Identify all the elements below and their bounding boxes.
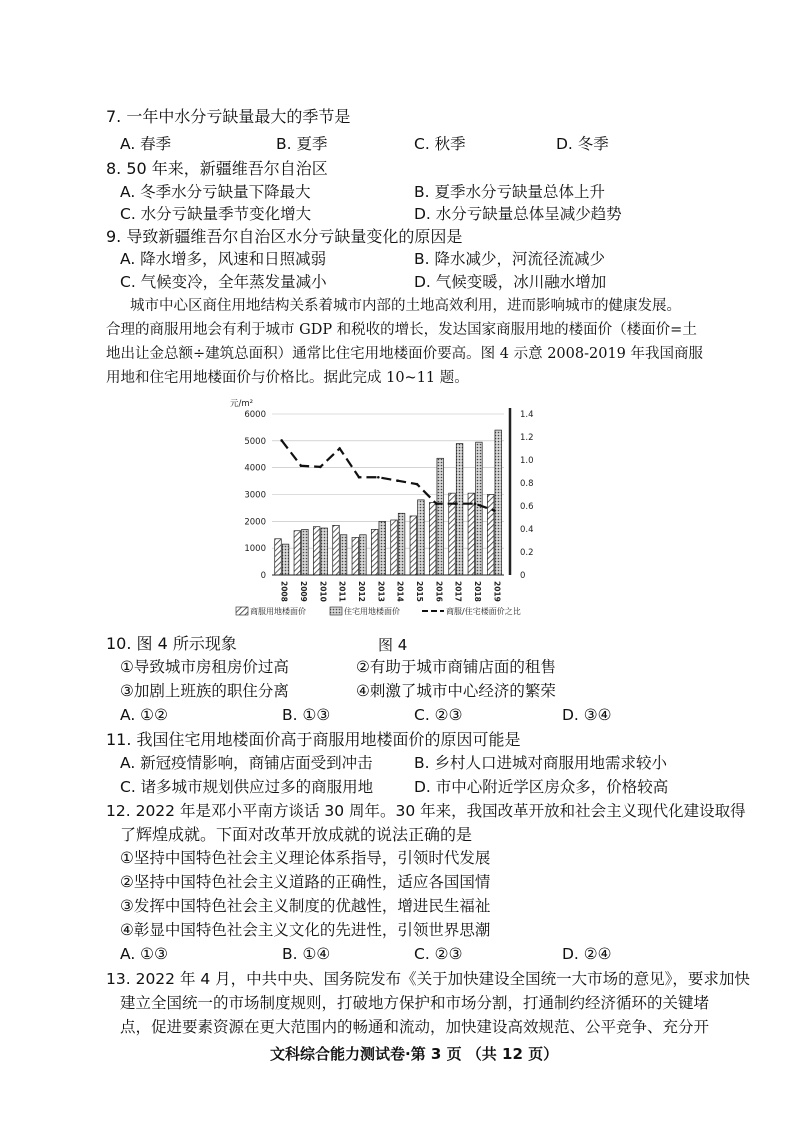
ratio-point-2019	[493, 509, 496, 512]
bar-commercial-2011	[333, 525, 340, 575]
q10-option-c: C. ②③	[414, 706, 463, 724]
ratio-point-2008	[280, 439, 283, 442]
q8-option-c: C. 水分亏缺量季节变化增大	[120, 205, 312, 223]
bar-residential-2019	[495, 430, 502, 575]
q8-option-d: D. 水分亏缺量总体呈减少趋势	[414, 205, 622, 223]
q7-option-d: D. 冬季	[556, 135, 609, 153]
bar-commercial-2009	[294, 531, 301, 575]
bar-commercial-2010	[313, 527, 320, 575]
ratio-point-2016	[435, 502, 438, 505]
bar-commercial-2019	[487, 495, 494, 576]
q11-stem: 11. 我国住宅用地楼面价高于商服用地楼面价的原因可能是	[106, 730, 521, 749]
q12-option-a: A. ①③	[120, 945, 168, 963]
q12-statement-1: ①坚持中国特色社会主义理论体系指导，引领时代发展	[120, 849, 491, 867]
q13-line-1: 13. 2022 年 4 月，中共中央、国务院发布《关于加快建设全国统一大市场的意见》，要求加快	[106, 970, 750, 988]
y-right-tick-label: 0.8	[520, 479, 534, 489]
ratio-point-2017	[454, 502, 457, 505]
passage-line-4: 用地和住宅用地楼面价与价格比。据此完成 10~11 题。	[106, 370, 469, 386]
q8-option-b: B. 夏季水分亏缺量总体上升	[414, 183, 605, 201]
bar-residential-2009	[302, 529, 309, 575]
x-tick-label: 2012	[357, 581, 366, 602]
y-right-tick-label: 0	[520, 571, 526, 581]
legend-swatch-commercial	[236, 607, 248, 615]
q10-statement-1: ①导致城市房租房价过高	[120, 658, 289, 676]
bar-commercial-2015	[410, 516, 417, 575]
y-left-tick-label: 1000	[244, 544, 266, 555]
x-tick-label: 2014	[395, 581, 405, 602]
x-tick-label: 2013	[376, 581, 386, 602]
x-tick-label: 2016	[434, 581, 444, 602]
bar-residential-2017	[456, 444, 463, 575]
y-right-tick-label: 0.2	[520, 548, 534, 558]
ratio-point-2018	[474, 502, 477, 505]
q9-stem: 9. 导致新疆维吾尔自治区水分亏缺量变化的原因是	[106, 227, 463, 246]
bar-commercial-2018	[468, 493, 475, 575]
q9-option-a: A. 降水增多，风速和日照减弱	[120, 250, 327, 268]
ratio-point-2012	[358, 476, 361, 479]
page-footer: 文科综合能力测试卷·第 3 页 （共 12 页）	[270, 1045, 559, 1063]
x-tick-label: 2017	[453, 581, 463, 602]
ratio-point-2011	[338, 447, 341, 450]
bar-residential-2008	[282, 544, 289, 575]
y-left-tick-label: 3000	[244, 490, 266, 501]
y-right-tick-label: 1.0	[520, 456, 534, 466]
x-tick-label: 2011	[337, 581, 347, 602]
q12-stem-line-2: 了辉煌成就。下面对改革开放成就的说法正确的是	[120, 825, 473, 844]
x-tick-label: 2009	[299, 581, 308, 602]
ratio-point-2015	[416, 483, 419, 486]
y-left-tick-label: 4000	[244, 463, 266, 474]
q12-option-b: B. ①④	[282, 945, 331, 963]
q11-option-d: D. 市中心附近学区房众多，价格较高	[414, 778, 669, 796]
ratio-point-2010	[319, 466, 322, 469]
bar-commercial-2016	[429, 503, 436, 575]
y-right-tick-label: 1.4	[520, 410, 534, 420]
q8-option-a: A. 冬季水分亏缺量下降最大	[120, 183, 311, 201]
bar-commercial-2012	[352, 537, 359, 575]
q13-line-3: 点，促进要素资源在更大范围内的畅通和流动，加快建设高效规范、公平竞争、充分开	[120, 1018, 710, 1036]
y-right-tick-label: 0.4	[520, 525, 534, 535]
x-tick-label: 2010	[318, 581, 328, 602]
q10-stem: 10. 图 4 所示现象	[106, 634, 237, 653]
y-left-tick-label: 6000	[244, 410, 266, 420]
bar-commercial-2008	[275, 539, 282, 575]
legend-label-ratio: 商服/住宅楼面价之比	[446, 607, 521, 616]
q7-option-c: C. 秋季	[414, 135, 466, 153]
q9-option-c: C. 气候变冷，全年蒸发量减小	[120, 273, 327, 291]
q13-line-2: 建立全国统一的市场制度规则，打破地方保护和市场分割，打通制约经济循环的关键堵	[120, 994, 710, 1012]
x-tick-label: 2019	[492, 581, 502, 602]
bar-residential-2014	[398, 513, 405, 575]
ratio-point-2014	[396, 479, 399, 482]
q10-option-d: D. ③④	[562, 706, 612, 724]
q7-option-b: B. 夏季	[276, 135, 328, 153]
legend-label-commercial: 商服用地楼面价	[250, 607, 306, 616]
passage-line-3: 地出让金总额÷建筑总面积）通常比住宅用地楼面价要高。图 4 示意 2008-2019 年我国商服	[106, 346, 704, 362]
passage-line-2: 合理的商服用地会有利于城市 GDP 和税收的增长，发达国家商服用地的楼面价（楼面价=土	[106, 322, 697, 338]
x-tick-label: 2008	[279, 581, 289, 602]
legend-swatch-residential	[330, 607, 342, 615]
q11-option-b: B. 乡村人口进城对商服用地需求较小	[414, 754, 667, 772]
q8-stem: 8. 50 年来，新疆维吾尔自治区	[106, 159, 328, 178]
bar-commercial-2014	[391, 520, 398, 575]
q10-statement-2: ②有助于城市商铺店面的租售	[356, 658, 556, 676]
q10-option-a: A. ①②	[120, 706, 168, 724]
bar-residential-2018	[476, 442, 483, 575]
bar-commercial-2017	[449, 493, 456, 575]
figure-4-chart	[224, 392, 554, 632]
bar-residential-2012	[360, 535, 367, 575]
y-right-tick-label: 1.2	[520, 433, 534, 443]
q11-option-a: A. 新冠疫情影响，商铺店面受到冲击	[120, 754, 373, 772]
q12-statement-3: ③发挥中国特色社会主义制度的优越性，增进民生福祉	[120, 897, 491, 915]
figure-caption: 图 4	[378, 636, 408, 654]
bar-residential-2015	[418, 500, 425, 575]
q12-statement-2: ②坚持中国特色社会主义道路的正确性，适应各国国情	[120, 873, 491, 891]
q9-option-d: D. 气候变暖，冰川融水增加	[414, 273, 607, 291]
q10-statement-3: ③加剧上班族的职住分离	[120, 682, 289, 700]
x-tick-label: 2018	[473, 581, 482, 602]
passage-line-1: 城市中心区商住用地结构关系着城市内部的土地高效利用，进而影响城市的健康发展。	[130, 298, 681, 314]
q10-statement-4: ④刺激了城市中心经济的繁荣	[356, 682, 556, 700]
q12-option-c: C. ②③	[414, 945, 463, 963]
y-left-tick-label: 0	[260, 571, 266, 581]
bar-residential-2011	[340, 535, 347, 575]
ratio-point-2013	[377, 476, 380, 479]
q12-option-d: D. ②④	[562, 945, 612, 963]
q12-statement-4: ④彰显中国特色社会主义文化的先进性，引领世界思潮	[120, 921, 491, 939]
ratio-point-2009	[300, 464, 303, 467]
y-left-tick-label: 5000	[244, 436, 266, 447]
q7-stem: 7. 一年中水分亏缺量最大的季节是	[106, 107, 351, 126]
legend-label-residential: 住宅用地楼面价	[344, 607, 400, 616]
y-left-axis-label: 元/m²	[230, 399, 254, 409]
q12-stem-line-1: 12. 2022 年是邓小平南方谈话 30 周年。30 年来，我国改革开放和社会主义现代化建设取得	[106, 802, 746, 820]
bar-residential-2016	[437, 458, 444, 575]
bar-residential-2013	[379, 521, 386, 575]
bar-commercial-2013	[371, 529, 378, 575]
bar-residential-2010	[321, 528, 328, 575]
x-tick-label: 2015	[415, 581, 424, 602]
q11-option-c: C. 诸多城市规划供应过多的商服用地	[120, 778, 374, 796]
q9-option-b: B. 降水减少，河流径流减少	[414, 250, 605, 268]
q7-option-a: A. 春季	[120, 135, 172, 153]
y-right-tick-label: 0.6	[520, 502, 534, 512]
q10-option-b: B. ①③	[282, 706, 331, 724]
y-left-tick-label: 2000	[244, 517, 266, 528]
